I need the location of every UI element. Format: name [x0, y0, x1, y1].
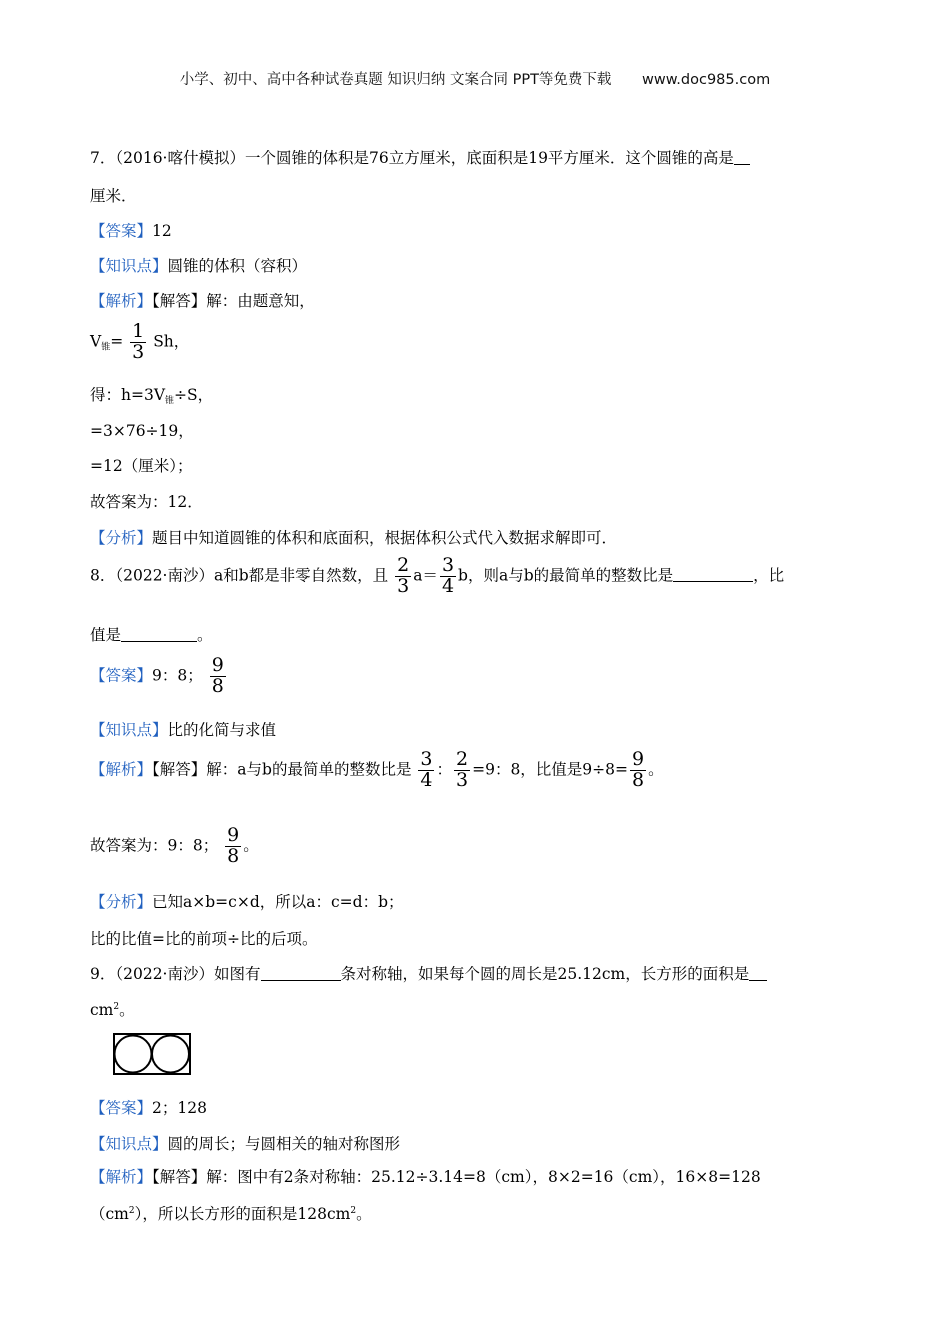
- q7-point: 【知识点】圆锥的体积（容积）: [90, 257, 308, 275]
- q7-formula: $V_锥=$ $\frac{1}{3}$ Sh，: [90, 320, 190, 363]
- q7-step-2: =3×76÷19，: [90, 422, 194, 440]
- q9-point: 【知识点】圆的周长；与圆相关的轴对称图形: [90, 1135, 401, 1153]
- analysis-tag: 【解析】: [90, 1168, 153, 1186]
- page-header: [0, 68, 950, 89]
- q7-analysis: 【解析】【解答】解：由题意知，: [90, 292, 315, 310]
- q8-review: 【分析】已知a×b=c×d，所以a：c=d：b；: [90, 893, 404, 911]
- solve-tag: 【解答】: [152, 292, 207, 310]
- q7-answer: 【答案】12: [90, 222, 172, 240]
- point-tag: 【知识点】: [90, 1135, 168, 1153]
- q8-stem: 8．（2022·南沙）a和b都是非零自然数，且 $\frac{2}{3}$ a＝ $\frac{3}{4}$ b，则a与b的最简单的整数比是 ，比: [90, 554, 785, 597]
- fraction: $\frac{9}{8}$: [211, 654, 224, 697]
- q9-blank-1: [261, 966, 341, 981]
- q7-step-1: 得：$h=3V_锥\div S$，: [90, 386, 214, 406]
- answer-tag: 【答案】: [90, 222, 153, 240]
- header-site[interactable]: www.doc985.com: [642, 72, 771, 88]
- q8-answer: 【答案】9：8； $\frac{9}{8}$: [90, 654, 224, 697]
- q7-step-3: =12（厘米）；: [90, 457, 193, 475]
- q8-final: 故答案为：9：8； $\frac{9}{8}$ 。: [90, 824, 259, 867]
- fraction: $\frac{2}{3}$: [456, 748, 469, 791]
- q7-stem-2: 厘米．: [90, 187, 137, 205]
- q8-review-2: 比的比值=比的前项÷比的后项。: [90, 930, 318, 948]
- analysis-tag: 【解析】: [90, 760, 153, 779]
- q9-answer: 【答案】2；128: [90, 1099, 207, 1117]
- fraction: $\frac{3}{4}$: [441, 554, 455, 597]
- point-tag: 【知识点】: [90, 257, 168, 275]
- q9-stem: 9．（2022·南沙）如图有 条对称轴，如果每个圆的周长是25.12cm，长方形的面积是: [90, 962, 767, 984]
- fraction: $\frac{1}{3}$: [132, 320, 145, 363]
- q8-stem-2: 值是 。: [90, 626, 213, 644]
- q7-final: 故答案为：12．: [90, 493, 203, 511]
- q7-blank: [734, 150, 750, 165]
- solve-tag: 【解答】: [152, 1168, 207, 1186]
- q9-analysis-2: $(cm^2)$，所以长方形的面积是$128cm^2$。: [90, 1205, 372, 1223]
- q7-review: 【分析】题目中知道圆锥的体积和底面积，根据体积公式代入数据求解即可．: [90, 529, 618, 547]
- q9-analysis: 【解析】【解答】解：图中有2条对称轴：25.12÷3.14=8（cm），8×2=16（cm），16×8=128: [90, 1168, 761, 1186]
- q8-point: 【知识点】比的化简与求值: [90, 721, 277, 739]
- answer-tag: 【答案】: [90, 666, 153, 685]
- two-circles-rectangle-figure: [113, 1033, 193, 1081]
- q8-analysis: 【解析】【解答】解：a与b的最简单的整数比是 $\frac{3}{4}$ ： $\frac{2}{3}$ =9：8，比值是9÷8= $\frac{9}{8}$ 。: [90, 748, 664, 791]
- q8-blank-2: [121, 627, 197, 642]
- fraction: $\frac{2}{3}$: [397, 554, 410, 597]
- analysis-tag: 【解析】: [90, 292, 153, 310]
- q9-stem-2: $cm^2$。: [90, 1001, 135, 1019]
- point-tag: 【知识点】: [90, 721, 168, 739]
- fraction: $\frac{9}{8}$: [227, 824, 240, 867]
- header-text: 小学、初中、高中各种试卷真题 知识归纳 文案合同 PPT等免费下载: [179, 72, 612, 88]
- q8-blank-1: [673, 567, 753, 582]
- fraction: $\frac{9}{8}$: [632, 748, 645, 791]
- q9-blank-2: [749, 966, 767, 981]
- review-tag: 【分析】: [90, 529, 153, 547]
- q7-stem: 7．（2016·喀什模拟）一个圆锥的体积是76立方厘米，底面积是19平方厘米．这个圆锥的高是: [90, 146, 750, 168]
- answer-tag: 【答案】: [90, 1099, 153, 1117]
- solve-tag: 【解答】: [152, 760, 207, 779]
- fraction: $\frac{3}{4}$: [420, 748, 433, 791]
- review-tag: 【分析】: [90, 893, 153, 911]
